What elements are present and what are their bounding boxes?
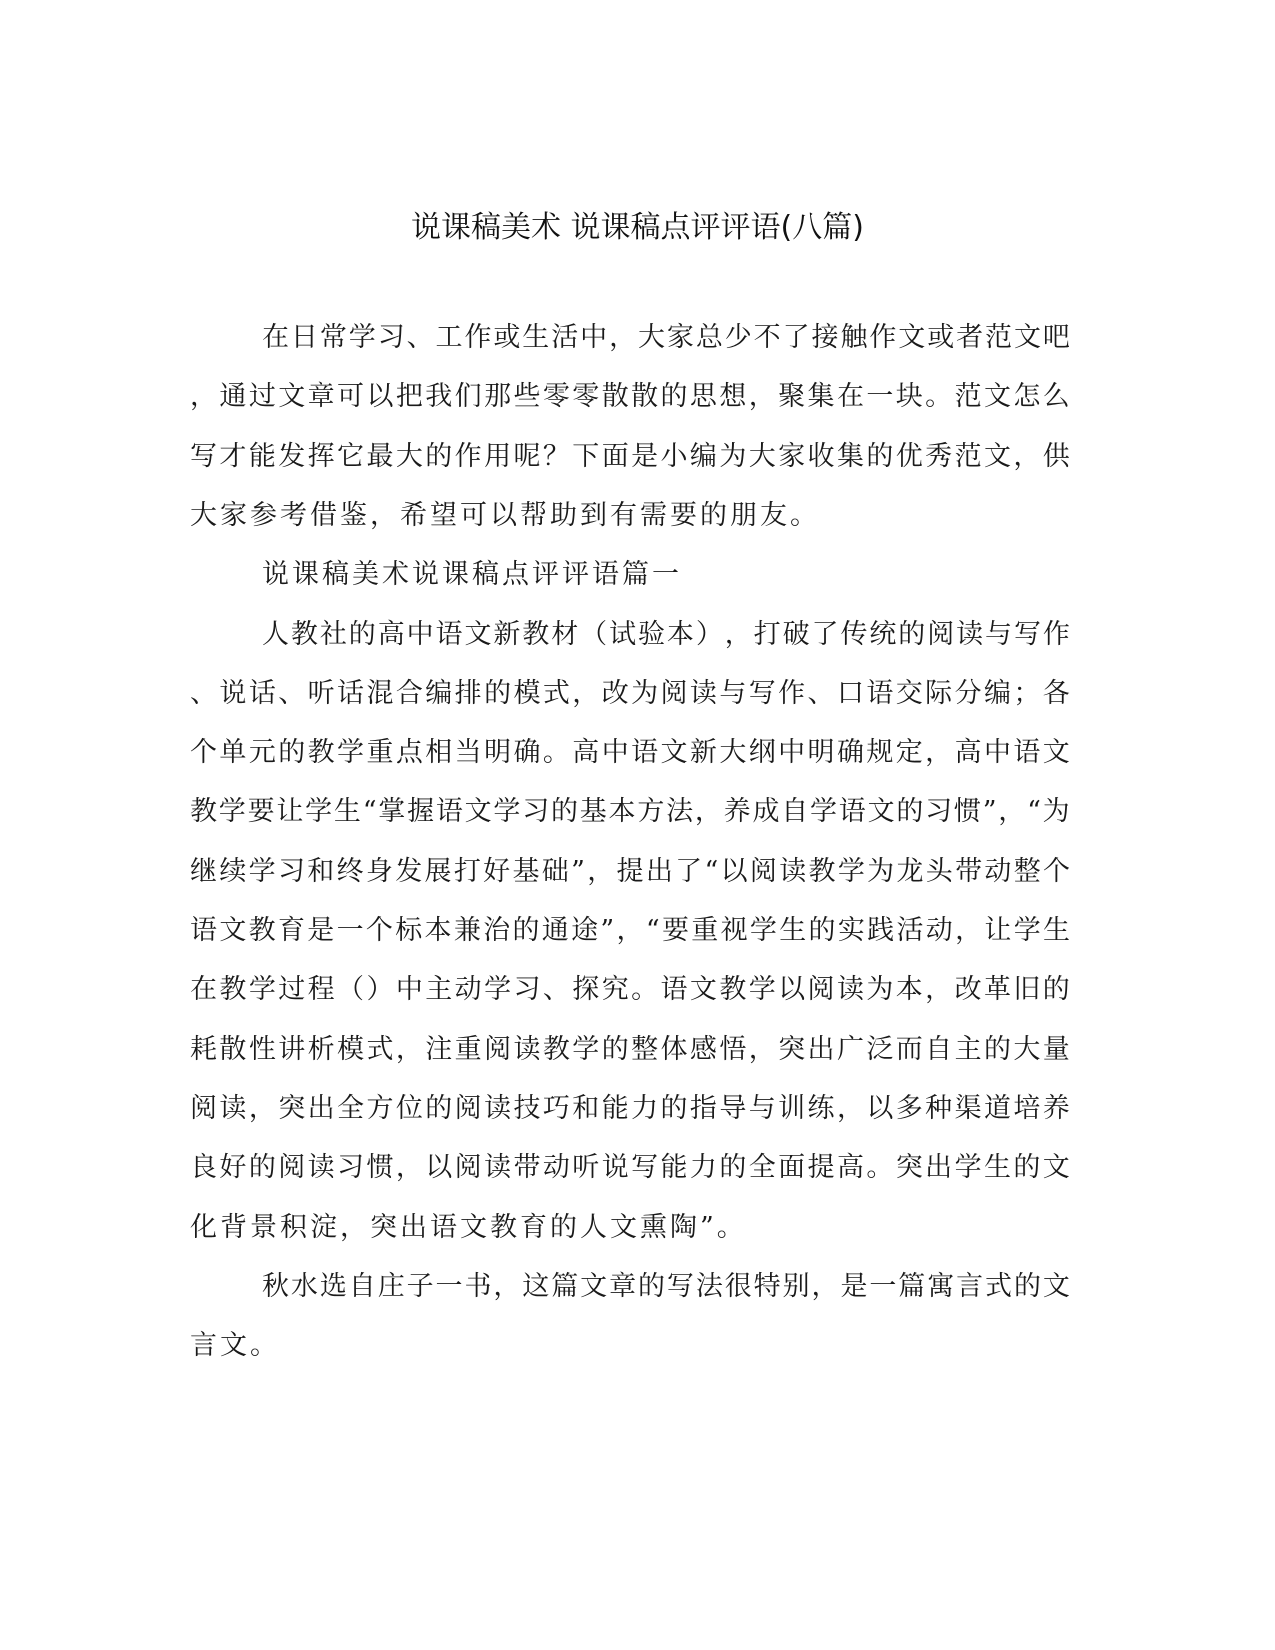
text-line: 个 单 元 的 教 学 重 点 相 当 明 确 。 高 中 语 文 新 大 纲 中 明 确 规 定 ， 高 中 语 文 [190,737,1070,768]
text-line: 写 才 能 发 挥 它 最 大 的 作 用 呢 ？ 下 面 是 小 编 为 大 家 收 集 的 优 秀 范 文 ， 供 [190,441,1070,472]
text-line: 语 文 教 育 是 一 个 标 本 兼 治 的 通 途 ” ， “ 要 重 视 学 生 的 实 践 活 动 ， 让 学 生 [190,915,1070,946]
text-line: 秋 水 选 自 庄 子 一 书 ， 这 篇 文 章 的 写 法 很 特 别 ， 是 一 篇 寓 言 式 的 文 [262,1271,1070,1302]
text-line: 耗 散 性 讲 析 模 式 ， 注 重 阅 读 教 学 的 整 体 感 悟 ， 突 出 广 泛 而 自 主 的 大 量 [190,1034,1070,1065]
text-line: 继 续 学 习 和 终 身 发 展 打 好 基 础 ” ， 提 出 了 “ 以 阅 读 教 学 为 龙 头 带 动 整 个 [190,856,1070,887]
text-line: ， 通 过 文 章 可 以 把 我 们 那 些 零 零 散 散 的 思 想 ， 聚 集 在 一 块 。 范 文 怎 么 [190,381,1070,412]
text-line: 人 教 社 的 高 中 语 文 新 教 材 （ 试 验 本 ） ， 打 破 了 传 统 的 阅 读 与 写 作 [262,619,1070,650]
text-line: 良 好 的 阅 读 习 惯 ， 以 阅 读 带 动 听 说 写 能 力 的 全 面 提 高 。 突 出 学 生 的 文 [190,1152,1070,1183]
text-line: 言文。 [190,1330,280,1361]
text-line: 大家参考借鉴，希望可以帮助到有需要的朋友。 [190,500,820,531]
text-line: 在 教 学 过 程 （ ） 中 主 动 学 习 、 探 究 。 语 文 教 学 以 阅 读 为 本 ， 改 革 旧 的 [190,974,1070,1005]
text-line: 化背景积淀，突出语文教育的人文熏陶”。 [190,1212,747,1243]
text-line: 、 说 话 、 听 话 混 合 编 排 的 模 式 ， 改 为 阅 读 与 写 作 、 口 语 交 际 分 编 ； 各 [190,678,1070,709]
document-title: 说课稿美术 说课稿点评评语(八篇) [411,210,864,245]
text-line: 说课稿美术说课稿点评评语篇一 [262,559,682,590]
text-line: 阅 读 ， 突 出 全 方 位 的 阅 读 技 巧 和 能 力 的 指 导 与 训 练 ， 以 多 种 渠 道 培 养 [190,1093,1070,1124]
text-line: 教 学 要 让 学 生 “ 掌 握 语 文 学 习 的 基 本 方 法 ， 养 成 自 学 语 文 的 习 惯 ” ， “ 为 [190,796,1070,827]
text-line: 在 日 常 学 习 、 工 作 或 生 活 中 ， 大 家 总 少 不 了 接 触 作 文 或 者 范 文 吧 [262,322,1070,353]
